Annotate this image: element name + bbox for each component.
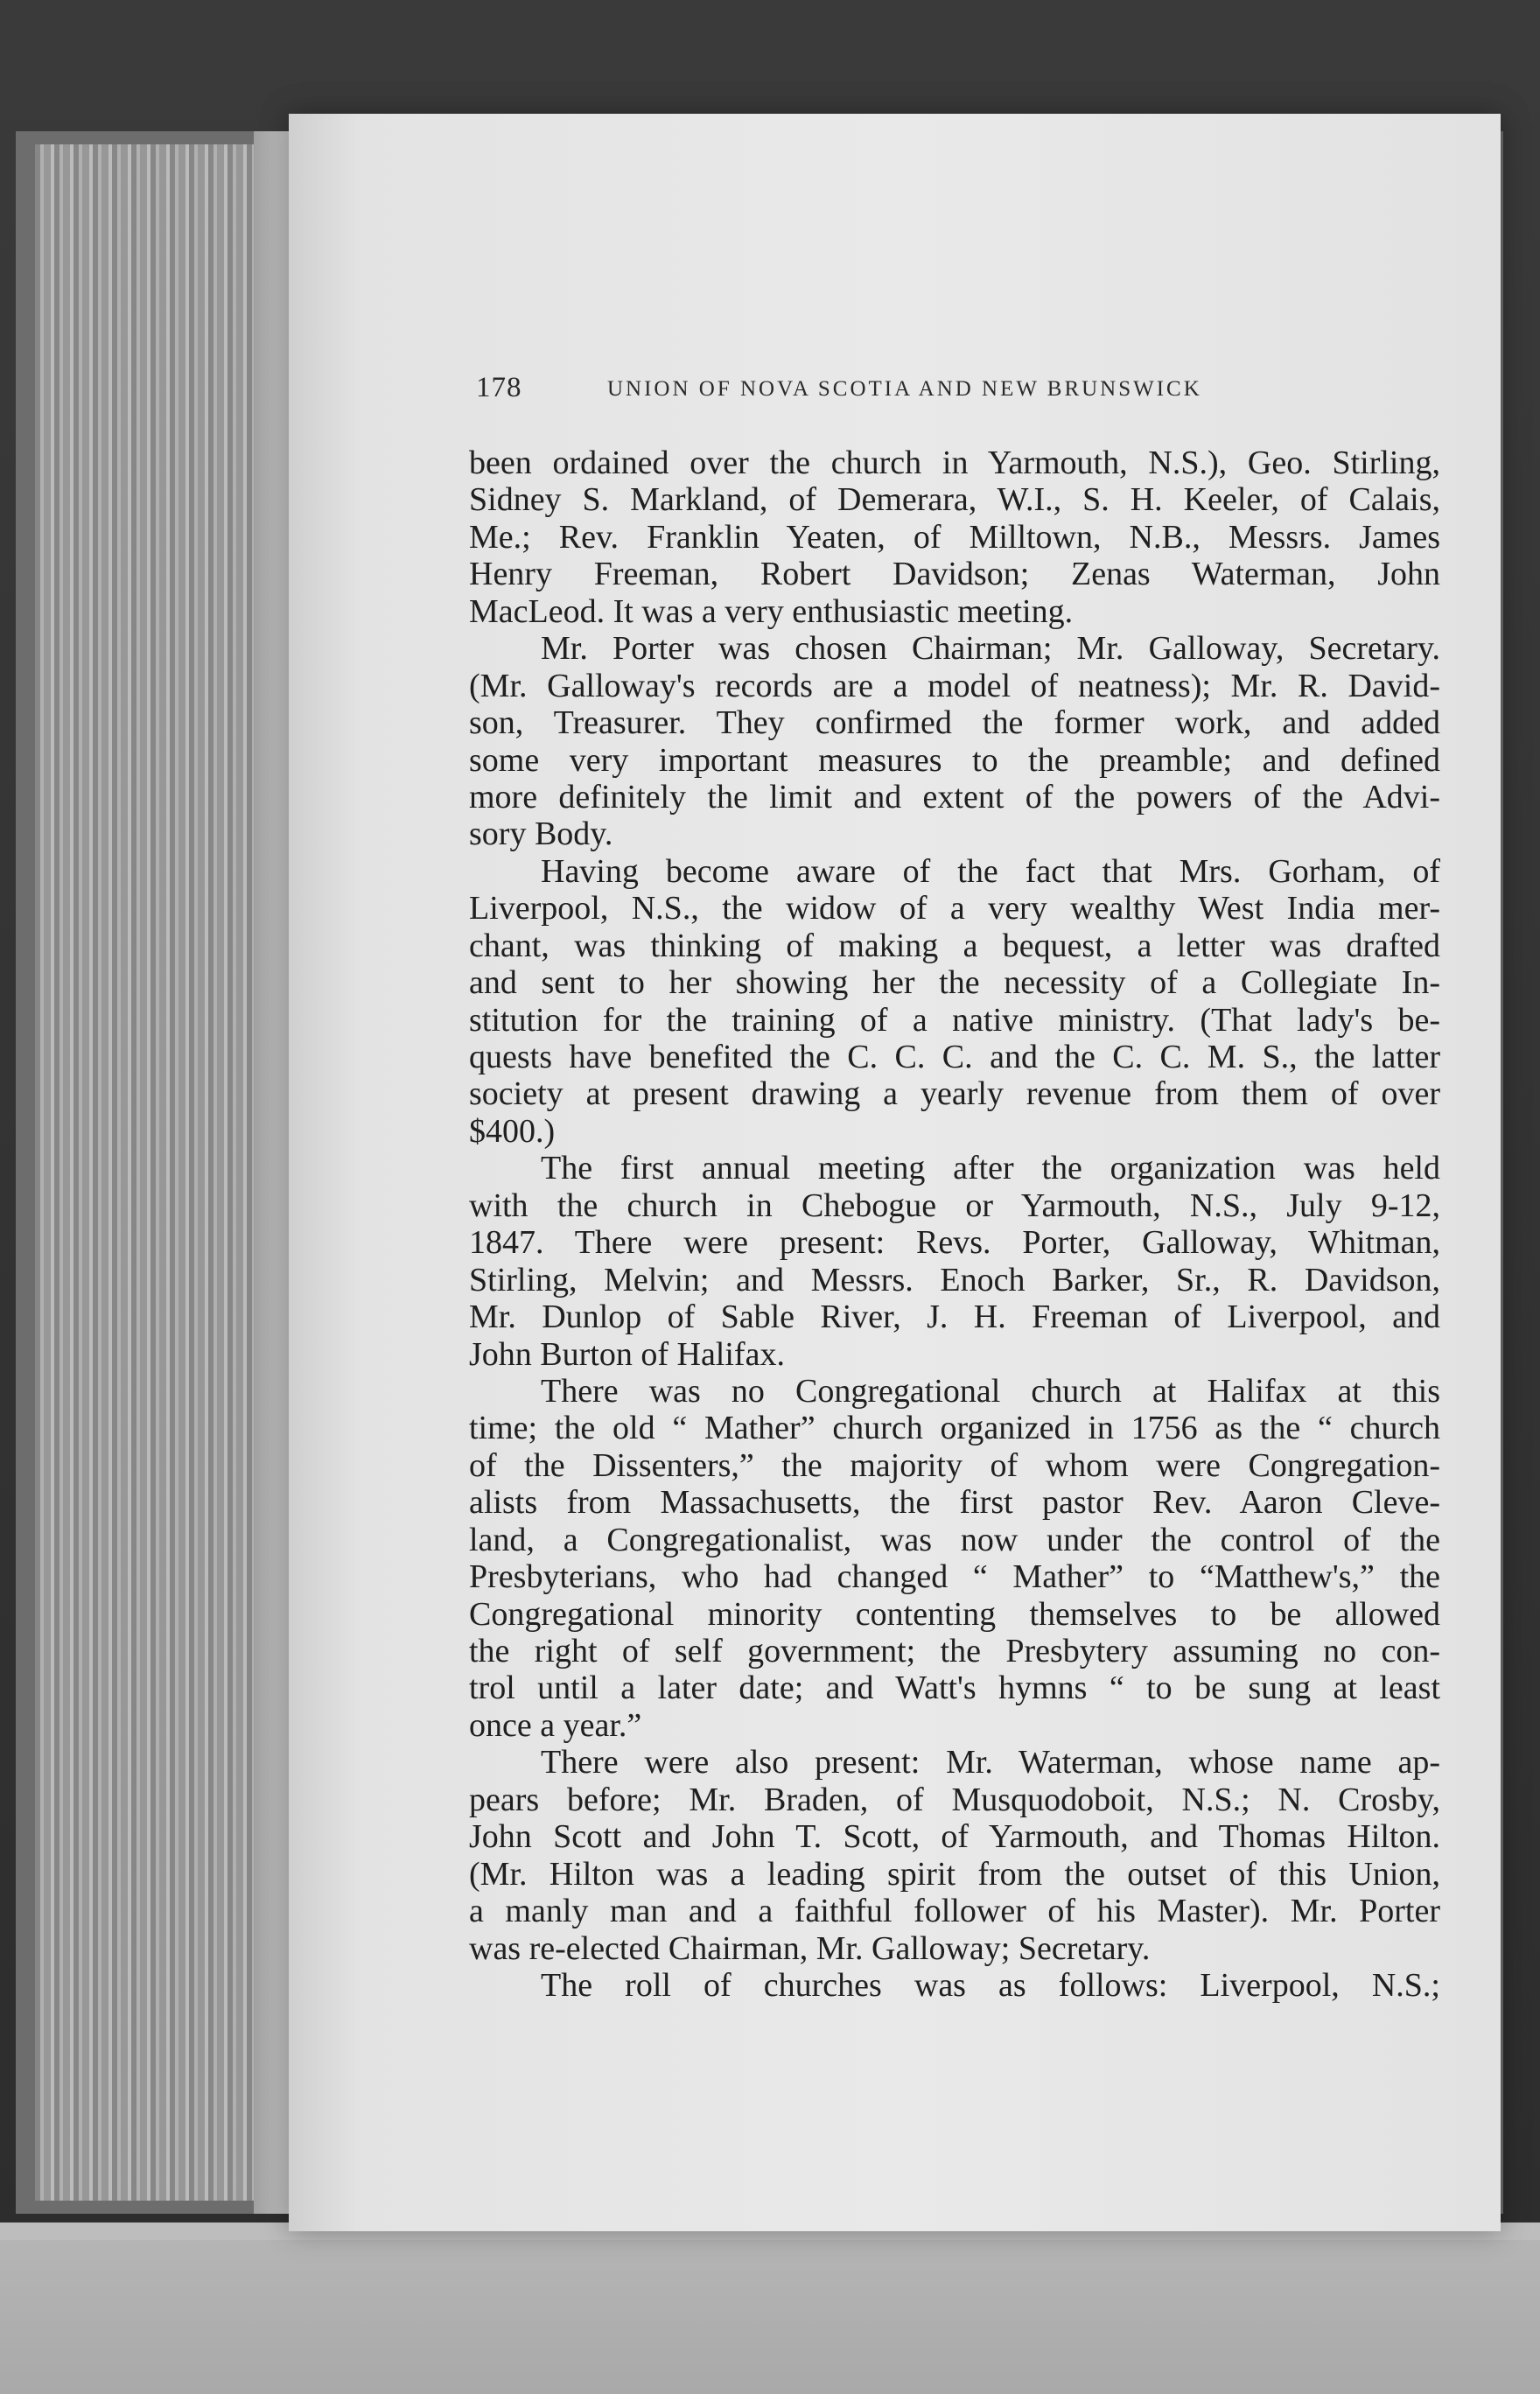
text-line: John Scott and John T. Scott, of Yarmouth, and Thomas Hilton.: [469, 1818, 1440, 1856]
text-line: Presbyterians, who had changed “ Mather” to “Matthew's,” the: [469, 1558, 1440, 1596]
text-line: of the Dissenters,” the majority of whom were Congregation-: [469, 1446, 1440, 1484]
text-line: once a year.”: [469, 1706, 642, 1744]
body-text: [469, 444, 1440, 2004]
text-line: The first annual meeting after the organization was held: [541, 1150, 1440, 1187]
text-line: (Mr. Galloway's records are a model of neatness); Mr. R. David-: [469, 667, 1440, 704]
text-line: sory Body.: [469, 816, 613, 853]
text-line: Congregational minority contenting themselves to be allowed: [469, 1595, 1440, 1633]
text-line: John Burton of Halifax.: [469, 1335, 785, 1373]
text-line: pears before; Mr. Braden, of Musquodoboit, N.S.; N. Crosby,: [469, 1781, 1440, 1818]
text-line: stitution for the training of a native ministry. (That lady's be-: [469, 1001, 1440, 1039]
text-line: with the church in Chebogue or Yarmouth, N.S., July 9-12,: [469, 1186, 1440, 1224]
text-line: been ordained over the church in Yarmouth, N.S.), Geo. Stirling,: [469, 444, 1440, 481]
text-line: Liverpool, N.S., the widow of a very wealthy West India mer-: [469, 890, 1440, 928]
page-number: 178: [476, 372, 522, 403]
text-line: son, Treasurer. They confirmed the former work, and added: [469, 704, 1440, 742]
text-line: The roll of churches was as follows: Liverpool, N.S.;: [541, 1966, 1440, 2004]
text-line: alists from Massachusetts, the first pastor Rev. Aaron Cleve-: [469, 1484, 1440, 1522]
text-line: was re-elected Chairman, Mr. Galloway; Secretary.: [469, 1929, 1151, 1967]
text-line: more definitely the limit and extent of the powers of the Advi-: [469, 778, 1440, 816]
text-line: a manly man and a faithful follower of his Master). Mr. Porter: [469, 1893, 1440, 1930]
running-title: UNION OF NOVA SCOTIA AND NEW BRUNSWICK: [607, 377, 1202, 401]
text-line: Sidney S. Markland, of Demerara, W.I., S. H. Keeler, of Calais,: [469, 481, 1440, 519]
text-line: time; the old “ Mather” church organized in 1756 as the “ church: [469, 1410, 1440, 1447]
text-line: There were also present: Mr. Waterman, whose name ap-: [541, 1744, 1440, 1782]
text-line: 1847. There were present: Revs. Porter, Galloway, Whitman,: [469, 1224, 1440, 1262]
text-line: Stirling, Melvin; and Messrs. Enoch Barker, Sr., R. Davidson,: [469, 1261, 1440, 1298]
text-line: There was no Congregational church at Halifax at this: [541, 1372, 1440, 1410]
text-line: some very important measures to the preamble; and defined: [469, 741, 1440, 779]
text-line: society at present drawing a yearly revenue from them of over: [469, 1075, 1440, 1113]
text-line: Mr. Porter was chosen Chairman; Mr. Galloway, Secretary.: [541, 630, 1440, 668]
text-line: quests have benefited the C. C. C. and the C. C. M. S., the latter: [469, 1039, 1440, 1075]
scan-bottom-shade: [0, 2240, 1540, 2394]
text-line: Henry Freeman, Robert Davidson; Zenas Waterman, John: [469, 556, 1440, 593]
text-line: trol until a later date; and Watt's hymns “ to be sung at least: [469, 1670, 1440, 1707]
text-line: chant, was thinking of making a bequest, a letter was drafted: [469, 927, 1440, 964]
text-line: and sent to her showing her the necessity of a Collegiate In-: [469, 964, 1440, 1002]
text-line: the right of self government; the Presbytery assuming no con-: [469, 1633, 1440, 1670]
text-line: MacLeod. It was a very enthusiastic meeting.: [469, 592, 1074, 630]
text-line: (Mr. Hilton was a leading spirit from the outset of this Union,: [469, 1855, 1440, 1893]
text-line: land, a Congregationalist, was now under the control of the: [469, 1521, 1440, 1558]
running-head: [476, 372, 1438, 407]
text-line: Me.; Rev. Franklin Yeaten, of Milltown, N.B., Messrs. James: [469, 518, 1440, 556]
text-line: Having become aware of the fact that Mrs. Gorham, of: [541, 852, 1440, 890]
text-line: Mr. Dunlop of Sable River, J. H. Freeman of Liverpool, and: [469, 1298, 1440, 1336]
text-line: $400.): [469, 1112, 556, 1150]
